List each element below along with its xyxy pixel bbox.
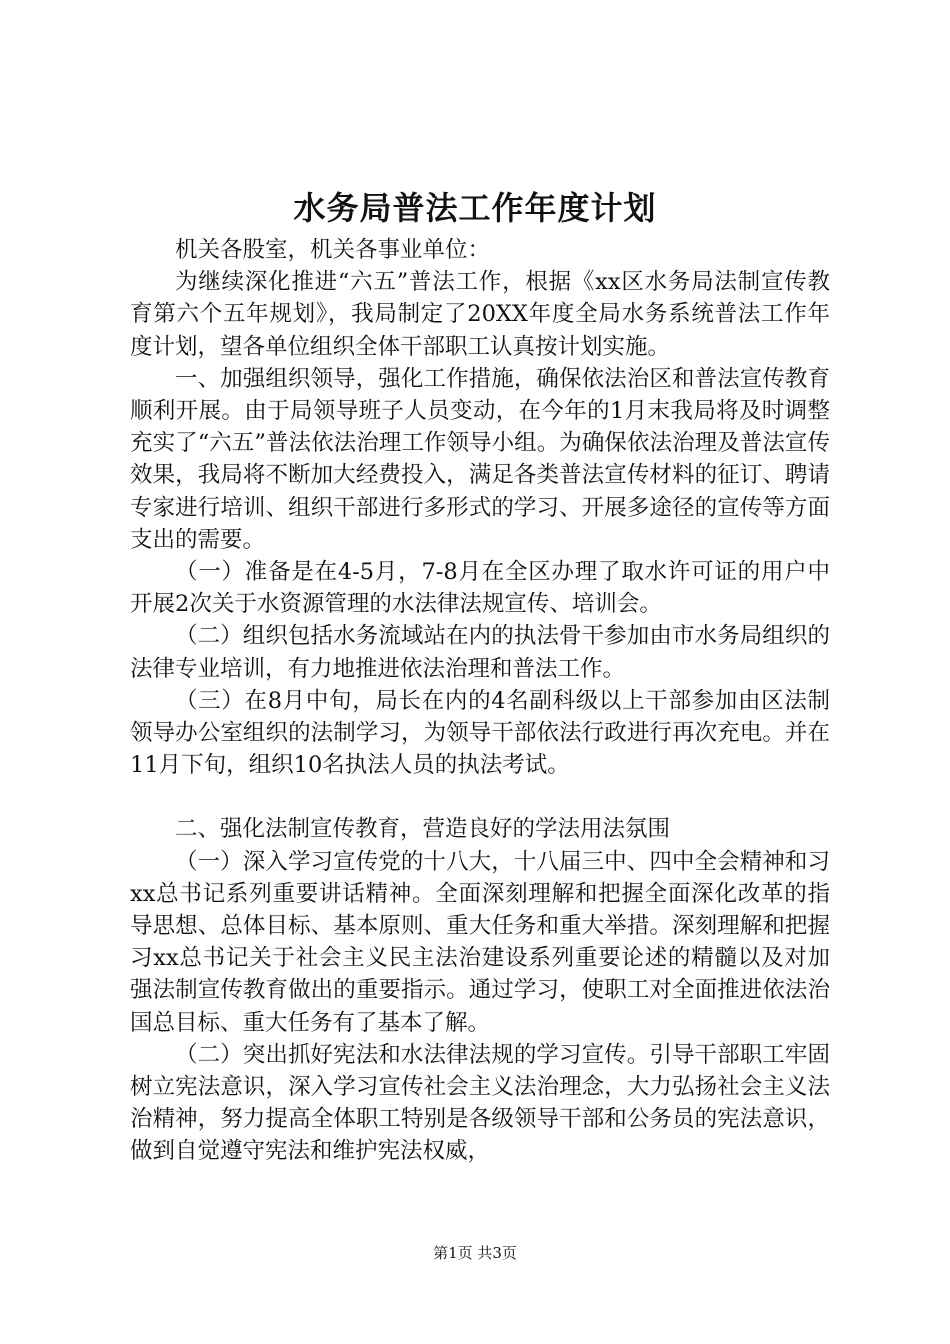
paragraph-spacer bbox=[130, 781, 830, 813]
section-two-heading: 二、强化法制宣传教育，营造良好的学法用法氛围 bbox=[175, 816, 671, 843]
salutation-paragraph: 机关各股室，机关各事业单位： bbox=[175, 237, 491, 263]
page-footer: 第1页 共3页 bbox=[433, 1244, 517, 1262]
document-body bbox=[130, 234, 830, 1168]
section-two-item-1: （一）深入学习宣传党的十八大，十八届三中、四中全会精神和习xx总书记系列重要讲话精神。全面深刻理解和把握全面深化改革的指导思想、总体目标、基本原则、重大任务和重大举措。深刻理解和把握习xx总书记关于社会主义民主法治建设系列重要论述的精髓以及对加强法制宣传教育做出的重要指示。通过学习，使职工对全面推进依法治国总目标、重大任务有了基本了解。 bbox=[130, 848, 830, 1036]
section-one-item-2: （二）组织包括水务流域站在内的执法骨干参加由市水务局组织的法律专业培训，有力地推进依法治理和普法工作。 bbox=[130, 623, 830, 682]
intro-paragraph: 为继续深化推进“六五”普法工作，根据《xx区水务局法制宣传教育第六个五年规划》，我局制定了20XX年度全局水务系统普法工作年度计划，望各单位组织全体干部职工认真按计划实施。 bbox=[130, 269, 830, 360]
section-one-paragraph: 一、加强组织领导，强化工作措施，确保依法治区和普法宣传教育顺利开展。由于局领导班子人员变动，在今年的1月末我局将及时调整充实了“六五”普法依法治理工作领导小组。为确保依法治理及普法宣传效果，我局将不断加大经费投入，满足各类普法宣传材料的征订、聘请专家进行培训、组织干部进行多形式的学习、开展多途径的宣传等方面支出的需要。 bbox=[130, 365, 830, 553]
document-title: 水务局普法工作年度计划 bbox=[293, 189, 657, 227]
section-two-item-2: （二）突出抓好宪法和水法律法规的学习宣传。引导干部职工牢固树立宪法意识，深入学习宣传社会主义法治理念，大力弘扬社会主义法治精神，努力提高全体职工特别是各级领导干部和公务员的宪法意识，做到自觉遵守宪法和维护宪法权威， bbox=[130, 1041, 830, 1165]
section-one-item-1: （一）准备是在4-5月，7-8月在全区办理了取水许可证的用户中开展2次关于水资源管理的水法律法规宣传、培训会。 bbox=[130, 559, 830, 618]
section-one-item-3: （三）在8月中旬，局长在内的4名副科级以上干部参加由区法制领导办公室组织的法制学习，为领导干部依法行政进行再次充电。并在11月下旬，组织10名执法人员的执法考试。 bbox=[130, 687, 830, 779]
